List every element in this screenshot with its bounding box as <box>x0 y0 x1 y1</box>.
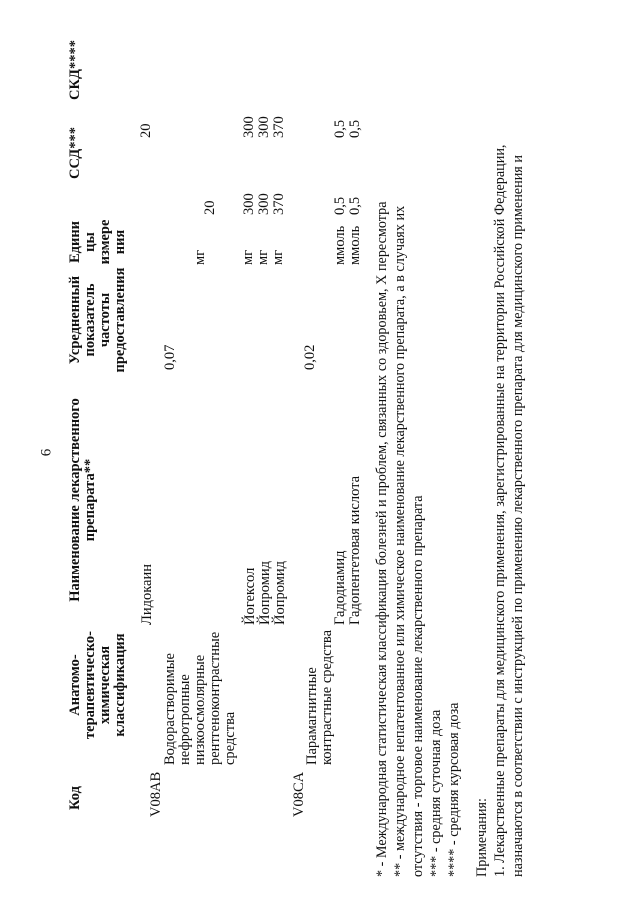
ssd-value: 20 <box>202 200 218 215</box>
header-code: Код <box>67 786 83 810</box>
drug-name-list: Гадодиамид Гадопентетовая кислота <box>332 475 363 625</box>
ssd-list: 0,5 0,5 <box>332 196 363 215</box>
unit-list: мг мг мг <box>240 249 286 265</box>
footnote: ** - международное непатентованное или химическое наименование лекарственного препарата, а в случаях их <box>392 205 408 877</box>
footnotes <box>373 57 527 877</box>
header-unit: Едини цы измере ния <box>67 219 128 265</box>
footnote: **** - средняя курсовая доза <box>446 702 462 877</box>
header-frequency: Усредненный показатель частоты предоставления <box>67 267 128 373</box>
header-drug-name: Наименование лекарственного препарата** <box>67 398 98 602</box>
drug-name-list: Йогексол Йопромид Йопромид <box>242 560 288 625</box>
notes-heading: Примечания: <box>474 798 490 877</box>
atc-code: V08CA <box>291 771 307 817</box>
spacer <box>463 57 473 877</box>
skd-value: 20 <box>138 123 154 138</box>
header-ssd: ССД*** <box>67 127 83 179</box>
skd-list: 300 300 370 <box>241 116 287 138</box>
atc-code: V08AB <box>148 771 164 817</box>
header-skd: СКД**** <box>67 40 83 100</box>
skd-list: 0,5 0,5 <box>332 119 363 138</box>
footnote: *** - средняя суточная доза <box>428 709 444 877</box>
note-line: назначаются в соответствии с инструкцией по применению лекарственного препарата для медицинского применения и <box>510 155 526 877</box>
page-number: 6 <box>38 448 55 457</box>
frequency-value: 0,07 <box>162 344 178 370</box>
header-atc: Анатомо- терапевтическо- химическая классификация <box>67 631 128 739</box>
footnote: отсутствия - торговое наименование лекарственного препарата <box>410 495 426 877</box>
unit-list: ммоль ммоль <box>332 225 363 265</box>
note-line: 1. Лекарственные препараты для медицинского применения, зарегистрированные на территории Российской Федерации, <box>492 144 508 877</box>
drug-name: Лидокаин <box>139 563 155 625</box>
ssd-list: 300 300 370 <box>241 193 287 215</box>
footnote: * - Международная статистическая классификация болезней и проблем, связанных со здоровьем, X пересмотра <box>374 201 390 877</box>
frequency-value: 0,02 <box>302 344 318 370</box>
atc-classification: Водорастворимые нефротропные низкоосмолярные рентгеноконтрастные средства <box>162 631 238 765</box>
atc-classification: Парамагнитные контрастные средства <box>304 629 335 765</box>
unit-value: мг <box>192 249 208 265</box>
